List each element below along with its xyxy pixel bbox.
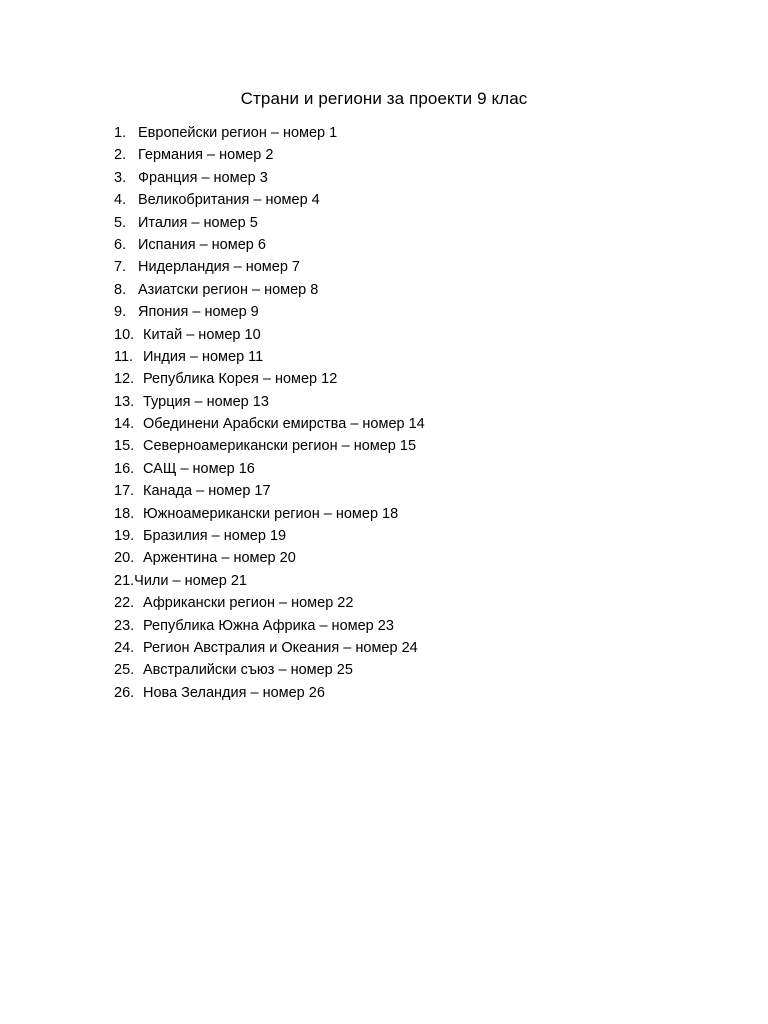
item-text: Република Корея – номер 12: [143, 371, 338, 388]
item-text: САЩ – номер 16: [143, 460, 255, 477]
item-text: Регион Австралия и Океания – номер 24: [143, 639, 418, 656]
item-number: 6.: [114, 236, 127, 253]
list-item: [114, 324, 425, 346]
item-text: Аржентина – номер 20: [143, 550, 296, 567]
item-text: Германия – номер 2: [138, 147, 274, 164]
item-number: 25.: [114, 662, 135, 679]
item-number: 14.: [114, 416, 135, 433]
item-text: Канада – номер 17: [143, 483, 271, 500]
item-text: Турция – номер 13: [143, 393, 269, 410]
item-number: 17.: [114, 483, 135, 500]
item-text: Нидерландия – номер 7: [138, 259, 300, 276]
item-number: 15.: [114, 438, 135, 455]
list-item: [114, 413, 425, 435]
item-number: 13.: [114, 393, 135, 410]
list-item: [114, 301, 425, 323]
item-number: 20.: [114, 550, 135, 567]
item-number: 4.: [114, 192, 127, 209]
item-number: 7.: [114, 259, 127, 276]
item-number: 2.: [114, 147, 127, 164]
item-number: 22.: [114, 595, 135, 612]
item-text: Австралийски съюз – номер 25: [143, 662, 353, 679]
item-text: Испания – номер 6: [138, 236, 266, 253]
list-item: [114, 592, 425, 614]
item-text: Европейски регион – номер 1: [138, 125, 338, 141]
list-item: [114, 547, 425, 569]
item-text: Китай – номер 10: [143, 326, 261, 343]
list-item: [114, 279, 425, 301]
item-number: 5.: [114, 214, 127, 231]
item-number: 26.: [114, 684, 135, 701]
list-item: [114, 122, 425, 144]
item-number: 19.: [114, 528, 135, 545]
item-text: Чили – номер 21: [134, 572, 247, 589]
item-number: 12.: [114, 371, 135, 388]
list-item: [114, 525, 425, 547]
list-item: [114, 503, 425, 525]
list-item: [114, 435, 425, 457]
item-number: 1.: [114, 125, 127, 141]
list-item: [114, 234, 425, 256]
list-item: [114, 570, 425, 592]
list-item: [114, 458, 425, 480]
list-item: [114, 682, 425, 704]
item-text: Япония – номер 9: [138, 304, 259, 321]
item-text: Азиатски регион – номер 8: [138, 281, 319, 298]
list-item: [114, 480, 425, 502]
list-item: [114, 144, 425, 166]
item-number: 23.: [114, 617, 135, 634]
item-text: Обединени Арабски емирства – номер 14: [143, 416, 425, 433]
item-number: 8.: [114, 281, 127, 298]
list-item: [114, 368, 425, 390]
item-number: 24.: [114, 639, 135, 656]
item-text: Бразилия – номер 19: [143, 528, 287, 545]
country-region-list: [114, 122, 425, 704]
list-item: [114, 391, 425, 413]
item-number: 3.: [114, 169, 127, 186]
item-text: Великобритания – номер 4: [138, 192, 320, 209]
item-number: 9.: [114, 304, 127, 321]
item-text: Африкански регион – номер 22: [143, 595, 354, 612]
list-item: [114, 256, 425, 278]
item-text: Италия – номер 5: [138, 214, 258, 231]
list-item: [114, 189, 425, 211]
list-item: [114, 167, 425, 189]
list-item: [114, 637, 425, 659]
item-number: 11.: [114, 348, 134, 365]
item-number: 21.: [114, 572, 135, 589]
item-number: 18.: [114, 505, 135, 522]
item-text: Индия – номер 11: [143, 348, 264, 365]
item-text: Република Южна Африка – номер 23: [143, 617, 394, 634]
document-title: Страни и региони за проекти 9 клас: [240, 89, 528, 108]
item-text: Северноамерикански регион – номер 15: [143, 438, 417, 455]
item-number: 10.: [114, 326, 135, 343]
list-item: [114, 212, 425, 234]
item-text: Южноамерикански регион – номер 18: [143, 505, 399, 522]
list-item: [114, 346, 425, 368]
list-item: [114, 659, 425, 681]
list-item: [114, 615, 425, 637]
item-text: Нова Зеландия – номер 26: [143, 684, 325, 701]
item-text: Франция – номер 3: [138, 169, 268, 186]
item-number: 16.: [114, 460, 135, 477]
